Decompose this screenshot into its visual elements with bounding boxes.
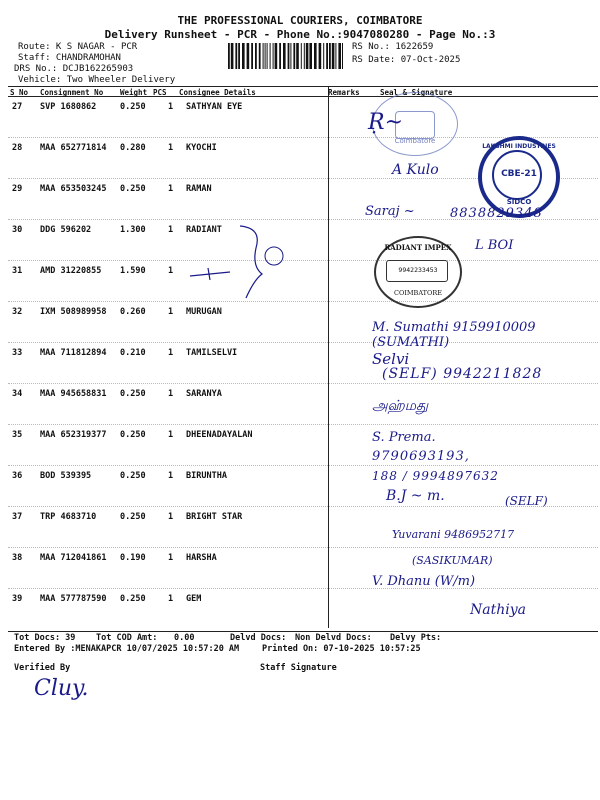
delivery-points: Delvy Pts: [390,633,442,643]
row-pcs: 1 [168,225,174,235]
row-weight: 0.250 [120,184,146,194]
row-sno: 31 [12,266,23,276]
row-pcs: 1 [168,102,174,112]
table-row [8,96,598,138]
row-sno: 30 [12,225,23,235]
stamp-radiant-center: 9942233453 [398,266,438,274]
row-consignee: KYOCHI [186,143,217,153]
row-sno: 39 [12,594,23,604]
row-weight: 0.250 [120,430,146,440]
row-sno: 38 [12,553,23,563]
row-pcs: 1 [168,512,174,522]
row-weight: 0.250 [120,389,146,399]
col-remarks: Remarks [328,88,360,97]
signature-row33: Selvi [372,350,410,368]
phone-row33: (SELF) 9942211828 [382,366,543,382]
row-sno: 32 [12,307,23,317]
row-consignment: MAA 652771814 [40,143,107,153]
stamp-lakshmi-center: CBE-21 [501,169,537,179]
phone-row29: 8838829348 [450,206,543,221]
rs-date: RS Date: 07-Oct-2025 [352,55,461,65]
signature-row36: B.J ~ m. [386,488,445,504]
signature-row37: Yuvarani 9486952717 [392,528,515,541]
row-consignment: IXM 508989958 [40,307,107,317]
row-sno: 37 [12,512,23,522]
staff-label: Staff: CHANDRAMOHAN [18,53,121,63]
stamp-seal-1-text: Coimbatore [394,137,436,145]
signature-row38: V. Dhanu (W/m) [372,574,476,589]
row-consignment: MAA 711812894 [40,348,107,358]
row-consignment: TRP 4683710 [40,512,97,522]
row-consignee: TAMILSELVI [186,348,238,358]
row-consignment: MAA 652319377 [40,430,107,440]
row-pcs: 1 [168,266,174,276]
row-pcs: 1 [168,389,174,399]
stamp-radiant-impex [374,236,462,308]
col-consignment: Consignment No [40,88,104,97]
stamp-lakshmi-outer: LAKSHMI INDUSTRIES [482,143,556,150]
row-weight: 0.250 [120,512,146,522]
total-docs: Tot Docs: 39 [14,633,76,643]
row-pcs: 1 [168,348,174,358]
row-consignee: SARANYA [186,389,222,399]
table-row [8,260,598,302]
delivered-docs: Delvd Docs: [230,633,287,643]
row-consignee: SATHYAN EYE [186,102,243,112]
row-sno: 36 [12,471,23,481]
printed-on: Printed On: 07-10-2025 10:57:25 [262,644,421,654]
row-sno: 34 [12,389,23,399]
signature-row27: Ṛ~ [368,110,403,135]
col-weight: Weight [120,88,148,97]
row-weight: 0.210 [120,348,146,358]
table-row [8,383,598,425]
row-weight: 0.250 [120,594,146,604]
col-seal-signature: Seal & Signature [380,88,453,97]
row-pcs: 1 [168,307,174,317]
signature-row39: Nathiya [470,602,526,618]
table-row [8,547,598,589]
row-consignee: BRIGHT STAR [186,512,243,522]
row-sno: 28 [12,143,23,153]
barcode [228,43,346,69]
verified-by-label: Verified By [14,663,71,673]
row-consignment: BOD 539395 [40,471,92,481]
row-consignment: DDG 596202 [40,225,92,235]
table-row [8,424,598,466]
row-weight: 0.250 [120,102,146,112]
row-weight: 1.590 [120,266,146,276]
signature-row34: அஹ்மது [372,398,429,414]
row-weight: 1.300 [120,225,146,235]
cod-amount-label: Tot COD Amt: [96,633,158,643]
cod-amount-value: 0.00 [174,633,195,643]
row-consignment: AMD 31220855 [40,266,102,276]
row-sno: 33 [12,348,23,358]
row-pcs: 1 [168,184,174,194]
row-consignee: GEM [186,594,202,604]
note-row30: L BOI [475,238,514,253]
vehicle-label: Vehicle: Two Wheeler Delivery [18,75,176,85]
row-pcs: 1 [168,430,174,440]
row-consignment: SVP 1680862 [40,102,97,112]
handdrawn-bracket [170,222,290,302]
entered-by: Entered By :MENAKAPCR 10/07/2025 10:57:20 AM [14,644,240,654]
phone-row36: 188 / 9994897632 [372,469,499,483]
drs-number: DRS No.: DCJB162265903 [14,64,134,74]
rs-number: RS No.: 1622659 [352,42,434,52]
row-consignment: MAA 577787590 [40,594,107,604]
staff-signature-label: Staff Signature [260,663,337,673]
col-pcs: PCS [153,88,167,97]
signature-row29: Saraj ~ [365,204,415,219]
row-pcs: 1 [168,594,174,604]
row-consignee: DHEENADAYALAN [186,430,253,440]
col-sno: S No [10,88,29,97]
row-sno: 27 [12,102,23,112]
row-weight: 0.250 [120,471,146,481]
non-delivered-docs: Non Delvd Docs: [295,633,372,643]
row-pcs: 1 [168,553,174,563]
table-row [8,506,598,548]
col-consignee: Consignee Details [179,88,256,97]
note-row36: (SELF) [505,494,548,508]
row-weight: 0.280 [120,143,146,153]
company-title: THE PROFESSIONAL COURIERS, COIMBATORE [177,14,423,27]
row-consignment: MAA 712041861 [40,553,107,563]
row-sno: 35 [12,430,23,440]
row-consignment: MAA 945658831 [40,389,107,399]
signature-row28: A Kulo [392,162,439,178]
row-pcs: 1 [168,471,174,481]
row-consignee: HARSHA [186,553,217,563]
row-consignee: RADIANT [186,225,222,235]
row-consignment: MAA 653503245 [40,184,107,194]
note-row38: (SASIKUMAR) [412,554,493,567]
stamp-lakshmi-bottom: SIDCO [506,198,532,206]
signature-row35: S. Prema. [372,430,436,445]
route-label: Route: K S NAGAR - PCR [18,42,138,52]
row-sno: 29 [12,184,23,194]
row-consignee: RAMAN [186,184,212,194]
signature-row32: M. Sumathi 9159910009 (SUMATHI) [372,320,536,350]
row-consignee: BIRUNTHA [186,471,227,481]
runsheet-subtitle: Delivery Runsheet - PCR - Phone No.:9047080280 - Page No.:3 [104,28,496,41]
row-pcs: 1 [168,143,174,153]
row-weight: 0.260 [120,307,146,317]
phone-row35: 9790693193, [372,449,470,464]
stamp-radiant-bottom: COIMBATORE [394,289,442,297]
stamp-radiant-outer: RADIANT IMPEX [384,243,452,252]
row-weight: 0.190 [120,553,146,563]
verified-signature: Cluy. [34,676,89,701]
row-consignee: MURUGAN [186,307,222,317]
